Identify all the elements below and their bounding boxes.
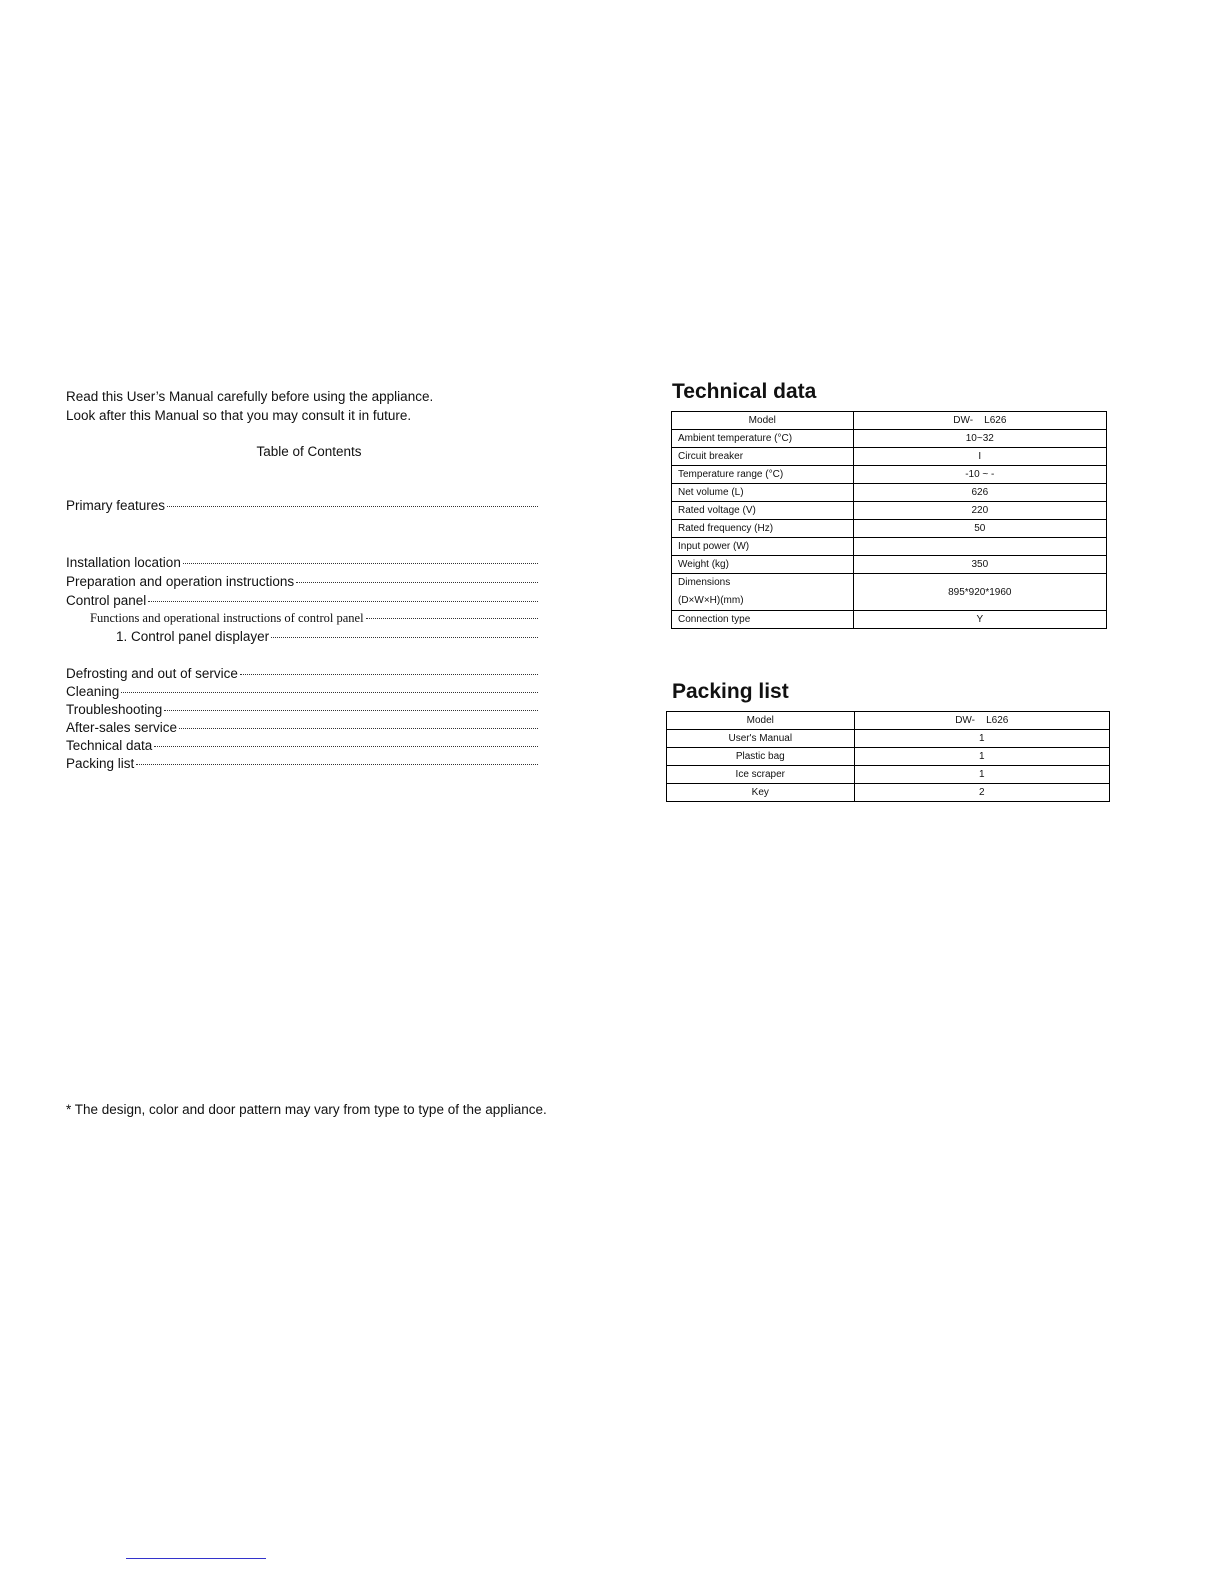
packing-value: 2 xyxy=(854,784,1109,802)
toc-title: Table of Contents xyxy=(256,444,362,459)
spec-label: Weight (kg) xyxy=(672,556,854,574)
toc-entry-primary-features[interactable] xyxy=(66,498,538,516)
packing-label: Model xyxy=(667,712,855,730)
toc-leader xyxy=(167,506,538,507)
toc-leader xyxy=(136,764,538,765)
toc-leader xyxy=(271,637,538,638)
table-row xyxy=(667,766,1110,784)
table-row xyxy=(672,502,1107,520)
toc-entry-blank-2[interactable] xyxy=(189,536,538,554)
spec-label: Rated voltage (V) xyxy=(672,502,854,520)
spec-label: Rated frequency (Hz) xyxy=(672,520,854,538)
table-row xyxy=(672,484,1107,502)
toc-entry-label: Packing list xyxy=(66,756,135,771)
toc-entry-after-sales[interactable] xyxy=(66,720,538,738)
toc-entry-label: Functions and operational instructions of control panel xyxy=(90,611,364,625)
spec-value: 10~32 xyxy=(853,430,1106,448)
toc-leader xyxy=(296,582,538,583)
spec-label: Temperature range (°C) xyxy=(672,466,854,484)
toc-leader xyxy=(179,728,538,729)
toc-entry-label: Primary features xyxy=(66,498,166,513)
toc-entry-label: Cleaning xyxy=(66,684,120,699)
spec-value: DW- L626 xyxy=(853,412,1106,430)
spec-value: 895*920*1960 xyxy=(853,574,1106,611)
table-row xyxy=(672,556,1107,574)
packing-label: Ice scraper xyxy=(667,766,855,784)
link-underline xyxy=(126,1558,266,1559)
toc-leader xyxy=(121,692,538,693)
packing-value: 1 xyxy=(854,748,1109,766)
packing-label: Plastic bag xyxy=(667,748,855,766)
packing-value: 1 xyxy=(854,730,1109,748)
spec-value: 350 xyxy=(853,556,1106,574)
packing-label: User's Manual xyxy=(667,730,855,748)
packing-label: Key xyxy=(667,784,855,802)
toc-entry-functions[interactable] xyxy=(90,611,538,629)
packing-value: DW- L626 xyxy=(854,712,1109,730)
spec-value xyxy=(853,538,1106,556)
table-row xyxy=(672,412,1107,430)
toc-entry-defrosting[interactable] xyxy=(66,666,538,684)
spec-label-line-2: (D×W×H)(mm) xyxy=(678,595,744,606)
packing-list-heading: Packing list xyxy=(672,680,789,703)
table-row xyxy=(672,466,1107,484)
spec-value: 626 xyxy=(853,484,1106,502)
toc-entry-blank-1[interactable] xyxy=(186,517,538,535)
spec-label: Circuit breaker xyxy=(672,448,854,466)
table-row xyxy=(672,538,1107,556)
toc-entry-label: Troubleshooting xyxy=(66,702,163,717)
toc-leader xyxy=(183,563,538,564)
spec-label: Model xyxy=(672,412,854,430)
footnote xyxy=(66,1101,552,1120)
toc-leader xyxy=(164,710,538,711)
packing-value: 1 xyxy=(854,766,1109,784)
technical-data-table xyxy=(671,411,1107,629)
table-row xyxy=(672,574,1107,611)
toc-entry-packing-list[interactable] xyxy=(66,756,538,774)
footnote-text: * The design, color and door pattern may vary from type to type of the appliance. xyxy=(66,1102,547,1117)
toc-entry-cleaning[interactable] xyxy=(66,684,538,702)
toc-entry-label: After-sales service xyxy=(66,720,178,735)
intro-line-1: Read this User’s Manual carefully before using the appliance. xyxy=(66,389,434,404)
spec-label: Input power (W) xyxy=(672,538,854,556)
spec-label: Net volume (L) xyxy=(672,484,854,502)
spec-value: 50 xyxy=(853,520,1106,538)
toc-entry-label: Preparation and operation instructions xyxy=(66,574,295,589)
toc-entry-blank-3[interactable] xyxy=(276,648,538,666)
toc-entry-technical-data[interactable] xyxy=(66,738,538,756)
table-row xyxy=(672,520,1107,538)
toc-entry-control-panel-displayer[interactable] xyxy=(116,629,538,647)
table-row xyxy=(667,784,1110,802)
spec-value: 220 xyxy=(853,502,1106,520)
spec-value: I xyxy=(853,448,1106,466)
intro-line-2: Look after this Manual so that you may consult it in future. xyxy=(66,407,412,423)
toc-leader xyxy=(154,746,538,747)
intro-text xyxy=(66,388,546,425)
table-row xyxy=(667,730,1110,748)
toc-entry-troubleshooting[interactable] xyxy=(66,702,538,720)
toc-entry-label: Control panel xyxy=(66,593,147,608)
table-row xyxy=(667,748,1110,766)
toc-entry-installation-location[interactable] xyxy=(66,555,538,573)
toc-entry-label: Installation location xyxy=(66,555,181,570)
packing-list-table xyxy=(666,711,1110,802)
toc-entry-label: Defrosting and out of service xyxy=(66,666,238,681)
toc-entry-label: 1. Control panel displayer xyxy=(116,629,270,644)
table-row xyxy=(672,611,1107,629)
technical-data-heading: Technical data xyxy=(672,380,817,403)
spec-value: -10 ~ - xyxy=(853,466,1106,484)
table-row xyxy=(672,430,1107,448)
table-row xyxy=(672,448,1107,466)
toc-entry-preparation[interactable] xyxy=(66,574,538,592)
spec-value: Y xyxy=(853,611,1106,629)
toc-entry-control-panel[interactable] xyxy=(66,593,538,611)
toc-entry-label: Technical data xyxy=(66,738,153,753)
table-row xyxy=(667,712,1110,730)
toc-leader xyxy=(366,618,538,619)
spec-label: Connection type xyxy=(672,611,854,629)
spec-label: Ambient temperature (°C) xyxy=(672,430,854,448)
toc-leader xyxy=(240,674,538,675)
spec-label xyxy=(672,574,854,611)
toc-leader xyxy=(148,601,538,602)
spec-label-line-1: Dimensions xyxy=(678,577,731,588)
